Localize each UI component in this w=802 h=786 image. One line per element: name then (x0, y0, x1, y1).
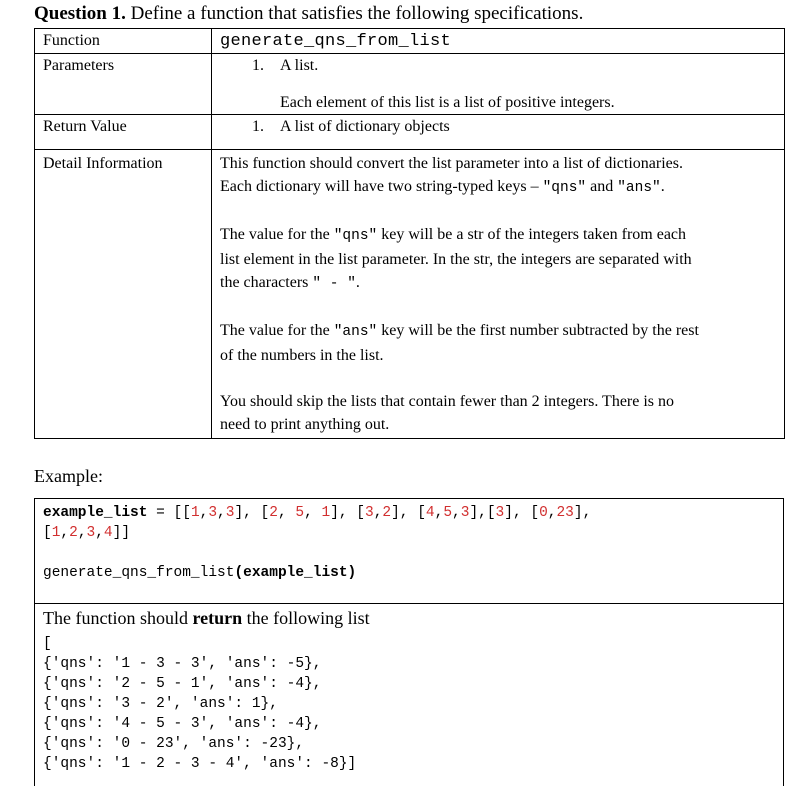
detail-row (35, 150, 785, 439)
ans-key-inline-2: "ans" (333, 324, 378, 340)
specification-table (34, 28, 785, 439)
return-row (35, 115, 785, 150)
parameters-label: Parameters (35, 54, 212, 115)
function-row (35, 29, 785, 54)
result-line: {'qns': '1 - 2 - 3 - 4', 'ans': -8}] (43, 756, 357, 772)
param-description: Each element of this list is a list of positive integers. (280, 94, 615, 111)
example-call-name: generate_qns_from_list (43, 565, 235, 581)
parameters-value-cell (212, 54, 785, 115)
example-call-arg: (example_list) (234, 565, 357, 581)
detail-value-cell (212, 150, 785, 439)
detail-p2-line1: The value for the "qns" key will be a str of the integers taken from each (220, 226, 687, 244)
result-line: {'qns': '1 - 3 - 3', 'ans': -5}, (43, 656, 322, 672)
detail-p3-line1: The value for the "ans" key will be the first number subtracted by the rest (220, 322, 699, 340)
ans-key-inline: "ans" (617, 180, 661, 196)
example-code-box (34, 498, 784, 604)
result-line: {'qns': '3 - 2', 'ans': 1}, (43, 696, 278, 712)
return-word: return (192, 608, 243, 628)
detail-p3-line2: of the numbers in the list. (220, 347, 384, 364)
function-label: Function (35, 29, 212, 54)
example-values-2: [1,2,3,4]] (43, 525, 131, 541)
question-heading (34, 2, 794, 26)
return-number: 1. (252, 118, 264, 135)
detail-label: Detail Information (35, 150, 212, 439)
separator-inline: " - " (312, 276, 356, 292)
result-line: {'qns': '4 - 5 - 3', 'ans': -4}, (43, 716, 322, 732)
parameters-row (35, 54, 785, 115)
result-line: {'qns': '0 - 23', 'ans': -23}, (43, 736, 305, 752)
result-line: [ (43, 636, 52, 652)
detail-p2-line2: list element in the list parameter. In the str, the integers are separated with (220, 251, 692, 268)
qns-key-inline-2: "qns" (333, 228, 378, 244)
return-value-cell (212, 115, 785, 150)
param-item: A list. (280, 57, 319, 74)
detail-p4-line2: need to print anything out. (220, 416, 390, 433)
result-line: {'qns': '2 - 5 - 1', 'ans': -4}, (43, 676, 322, 692)
detail-p1-line2: Each dictionary will have two string-typed keys – "qns" and "ans". (220, 178, 665, 196)
result-title: The function should return the following list (43, 608, 370, 628)
detail-p4-line1: You should skip the lists that contain fewer than 2 integers. There is no (220, 393, 675, 410)
example-call-line (43, 563, 356, 583)
qns-key-inline: "qns" (542, 180, 587, 196)
result-box (34, 603, 784, 786)
example-label: Example: (34, 466, 103, 486)
detail-p2-line3: the characters " - ". (220, 274, 360, 292)
example-code-line-1: example_list = [[1,3,3], [2, 5, 1], [3,2], [4,5,3],[3], [0,23], (43, 505, 592, 521)
param-number: 1. (252, 57, 264, 74)
return-item: A list of dictionary objects (280, 118, 450, 135)
question-number: Question 1. (34, 3, 126, 24)
question-text: Define a function that satisfies the following specifications. (125, 3, 584, 24)
example-var-name: example_list (43, 505, 148, 521)
detail-p1-line1: This function should convert the list parameter into a list of dictionaries. (220, 155, 683, 172)
return-label: Return Value (35, 115, 212, 150)
example-code-line-2 (43, 523, 130, 543)
example-values-1: [[1,3,3], [2, 5, 1], [3,2], [4,5,3],[3], [0,23], (173, 505, 592, 521)
function-value-cell (212, 29, 785, 54)
function-name: generate_qns_from_list (220, 32, 452, 51)
